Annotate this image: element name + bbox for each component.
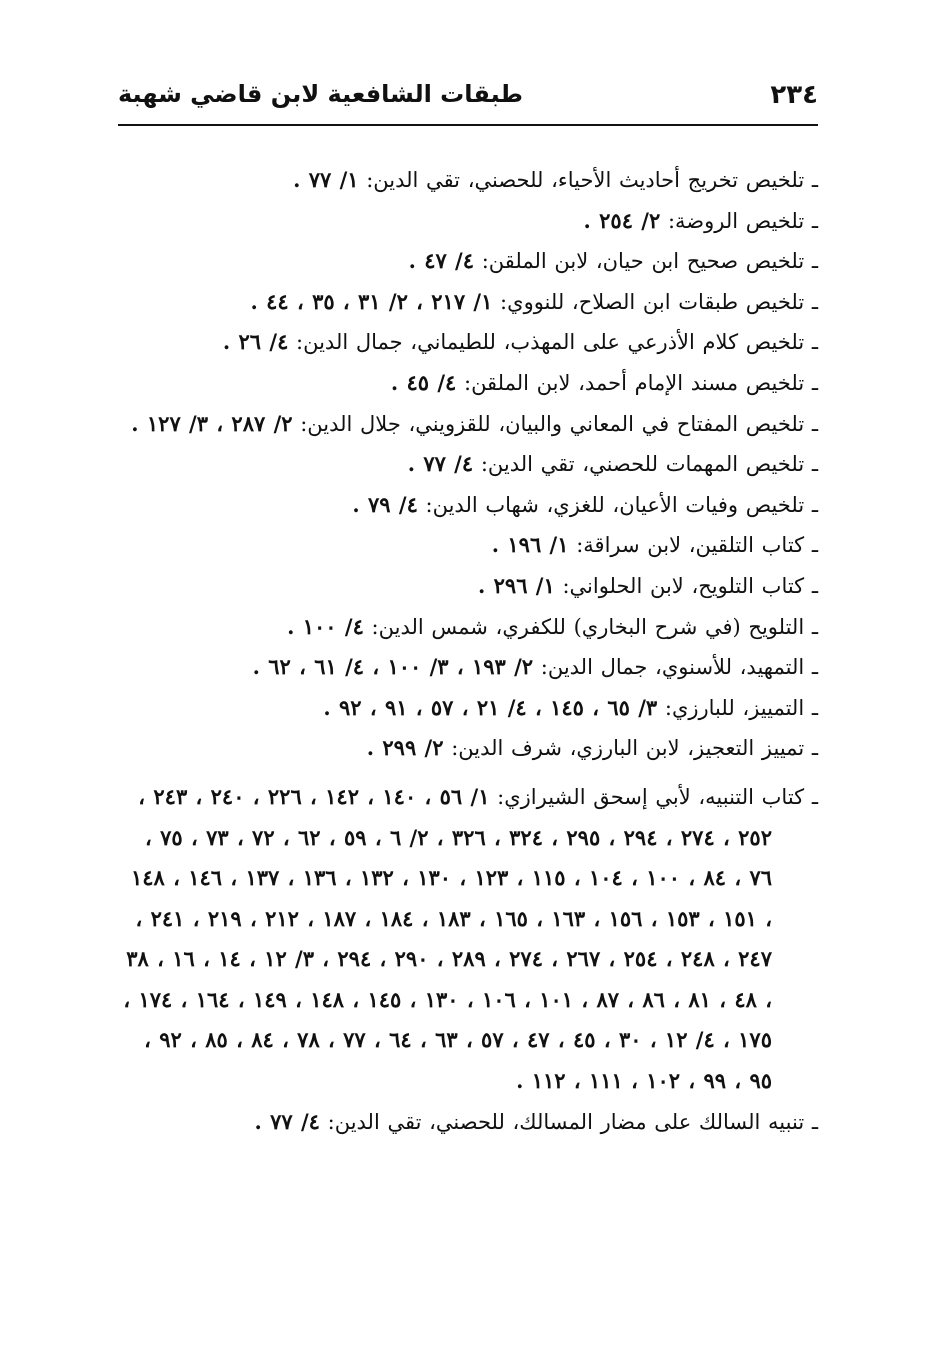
header-divider	[118, 124, 818, 126]
entry-references: ٤/ ٤٧ .	[408, 248, 475, 274]
entry-references: ٤/ ٧٧ .	[407, 451, 474, 477]
entry-title: ـ تلخيص طبقات ابن الصلاح، للنووي:	[492, 289, 818, 314]
index-entry	[118, 688, 818, 729]
index-entry	[118, 1102, 818, 1143]
index-entry	[118, 647, 818, 688]
running-title: طبقات الشافعية لابن قاضي شهبة	[118, 80, 523, 108]
entry-title: ـ تلخيص المهمات للحصني، تقي الدين:	[473, 452, 818, 477]
page-number: ٢٣٤	[770, 80, 818, 110]
index-entries	[118, 160, 818, 1142]
entry-title: ـ تلخيص كلام الأذرعي على المهذب، للطيماني، جمال الدين:	[288, 330, 818, 355]
entry-references: ١/ ٧٧ .	[293, 167, 359, 192]
index-entry	[118, 404, 818, 445]
entry-title: ـ التمهيد، للأسنوي، جمال الدين:	[533, 655, 818, 680]
entry-title: ـ تلخيص مسند الإمام أحمد، لابن الملقن:	[456, 370, 818, 395]
entry-references: ٤/ ١٠٠ .	[287, 613, 364, 639]
entry-references: ١/ ٥٦ ، ١٤٠ ، ١٤٢ ، ٢٢٦ ، ٢٤٠ ، ٢٤٣ ، ٢٥٢ ، ٢٧٤ ، ٢٩٤ ، ٢٩٥ ، ٣٢٤ ، ٣٢٦ ، ٢/ ٦ ، ٥٩ ، ٦٢ ، ٧٢ ، ٧٣ ، ٧٥ ، ٧٦ ، ٨٤ ، ١٠٠ ، ١٠٤ ، ١١٥ ، ١٢٣ ، ١٣٠ ، ١٣٢ ، ١٣٦ ، ١٣٧ ، ١٤٦ ، ١٤٨ ، ١٥١ ، ١٥٣ ، ١٥٦ ، ١٦٣ ، ١٦٥ ، ١٨٣ ، ١٨٤ ، ١٨٧ ، ٢١٢ ، ٢١٩ ، ٢٤١ ، ٢٤٧ ، ٢٤٨ ، ٢٥٤ ، ٢٦٧ ، ٢٧٤ ، ٢٨٩ ، ٢٩٠ ، ٢٩٤ ، ٣/ ١٢ ، ١٤ ، ١٦ ، ٣٨ ، ٤٨ ، ٨١ ، ٨٦ ، ٨٧ ، ١٠١ ، ١٠٦ ، ١٣٠ ، ١٤٥ ، ١٤٨ ، ١٤٩ ، ١٦٤ ، ١٧٤ ، ١٧٥ ، ٤/ ١٢ ، ٣٠ ، ٤٥ ، ٤٧ ، ٥٧ ، ٦٣ ، ٦٤ ، ٧٧ ، ٧٨ ، ٨٤ ، ٨٥ ، ٩٢ ، ٩٥ ، ٩٩ ، ١٠٢ ، ١١١ ، ١١٢ .	[123, 783, 772, 1094]
index-entry	[118, 444, 818, 485]
index-entry	[118, 322, 818, 363]
index-entry	[118, 363, 818, 404]
index-entry	[118, 201, 818, 242]
entry-references: ٤/ ٧٩ .	[352, 491, 418, 517]
entry-references: ٤/ ٤٥ .	[390, 369, 457, 395]
index-entry	[118, 777, 818, 1102]
entry-references: ٢/ ١٩٣ ، ٣/ ١٠٠ ، ٤/ ٦١ ، ٦٢ .	[252, 654, 534, 680]
index-entry	[118, 525, 818, 566]
entry-title: ـ تنبيه السالك على مضار المسالك، للحصني، تقي الدين:	[319, 1109, 818, 1134]
entry-title: ـ كتاب التلقين، لابن سراقة:	[568, 533, 818, 558]
entry-title: ـ تلخيص تخريج أحاديث الأحياء، للحصني، تقي الدين:	[358, 168, 818, 192]
entry-references: ١/ ٢٩٦ .	[478, 572, 555, 598]
entry-title: ـ التلويح (في شرح البخاري) للكفري، شمس الدين:	[363, 614, 818, 639]
entry-title: ـ كتاب التلويح، لابن الحلواني:	[554, 573, 818, 598]
page-header	[118, 78, 818, 118]
index-entry	[118, 160, 818, 201]
index-entry	[118, 728, 818, 769]
entry-title: ـ تلخيص الروضة:	[660, 208, 818, 233]
entry-references: ١/ ١٩٦ .	[491, 532, 569, 558]
index-entry	[118, 566, 818, 607]
entry-title: ـ تلخيص صحيح ابن حيان، لابن الملقن:	[474, 249, 818, 274]
entry-title: ـ التمييز، للبارزي:	[657, 695, 818, 720]
index-entry	[118, 485, 818, 526]
entry-references: ٤/ ٢٦ .	[222, 329, 289, 355]
entry-title: ـ تلخيص المفتاح في المعاني والبيان، للقزويني، جلال الدين:	[292, 411, 818, 436]
index-entry	[118, 282, 818, 323]
index-entry	[118, 241, 818, 282]
entry-title: ـ تمييز التعجيز، لابن البارزي، شرف الدين:	[443, 736, 818, 761]
entry-references: ٢/ ٢٨٧ ، ٣/ ١٢٧ .	[131, 410, 293, 436]
entry-title: ـ تلخيص وفيات الأعيان، للغزي، شهاب الدين:	[417, 492, 818, 517]
entry-title: ـ كتاب التنبيه، لأبي إسحق الشيرازي:	[489, 784, 818, 809]
entry-references: ٣/ ٦٥ ، ١٤٥ ، ٤/ ٢١ ، ٥٧ ، ٩١ ، ٩٢ .	[323, 694, 658, 720]
index-entry	[118, 607, 818, 648]
entry-references: ٢/ ٢٥٤ .	[583, 207, 661, 233]
entry-references: ١/ ٢١٧ ، ٢/ ٣١ ، ٣٥ ، ٤٤ .	[250, 288, 493, 314]
entry-references: ٤/ ٧٧ .	[254, 1108, 320, 1134]
entry-references: ٢/ ٢٩٩ .	[366, 735, 444, 761]
